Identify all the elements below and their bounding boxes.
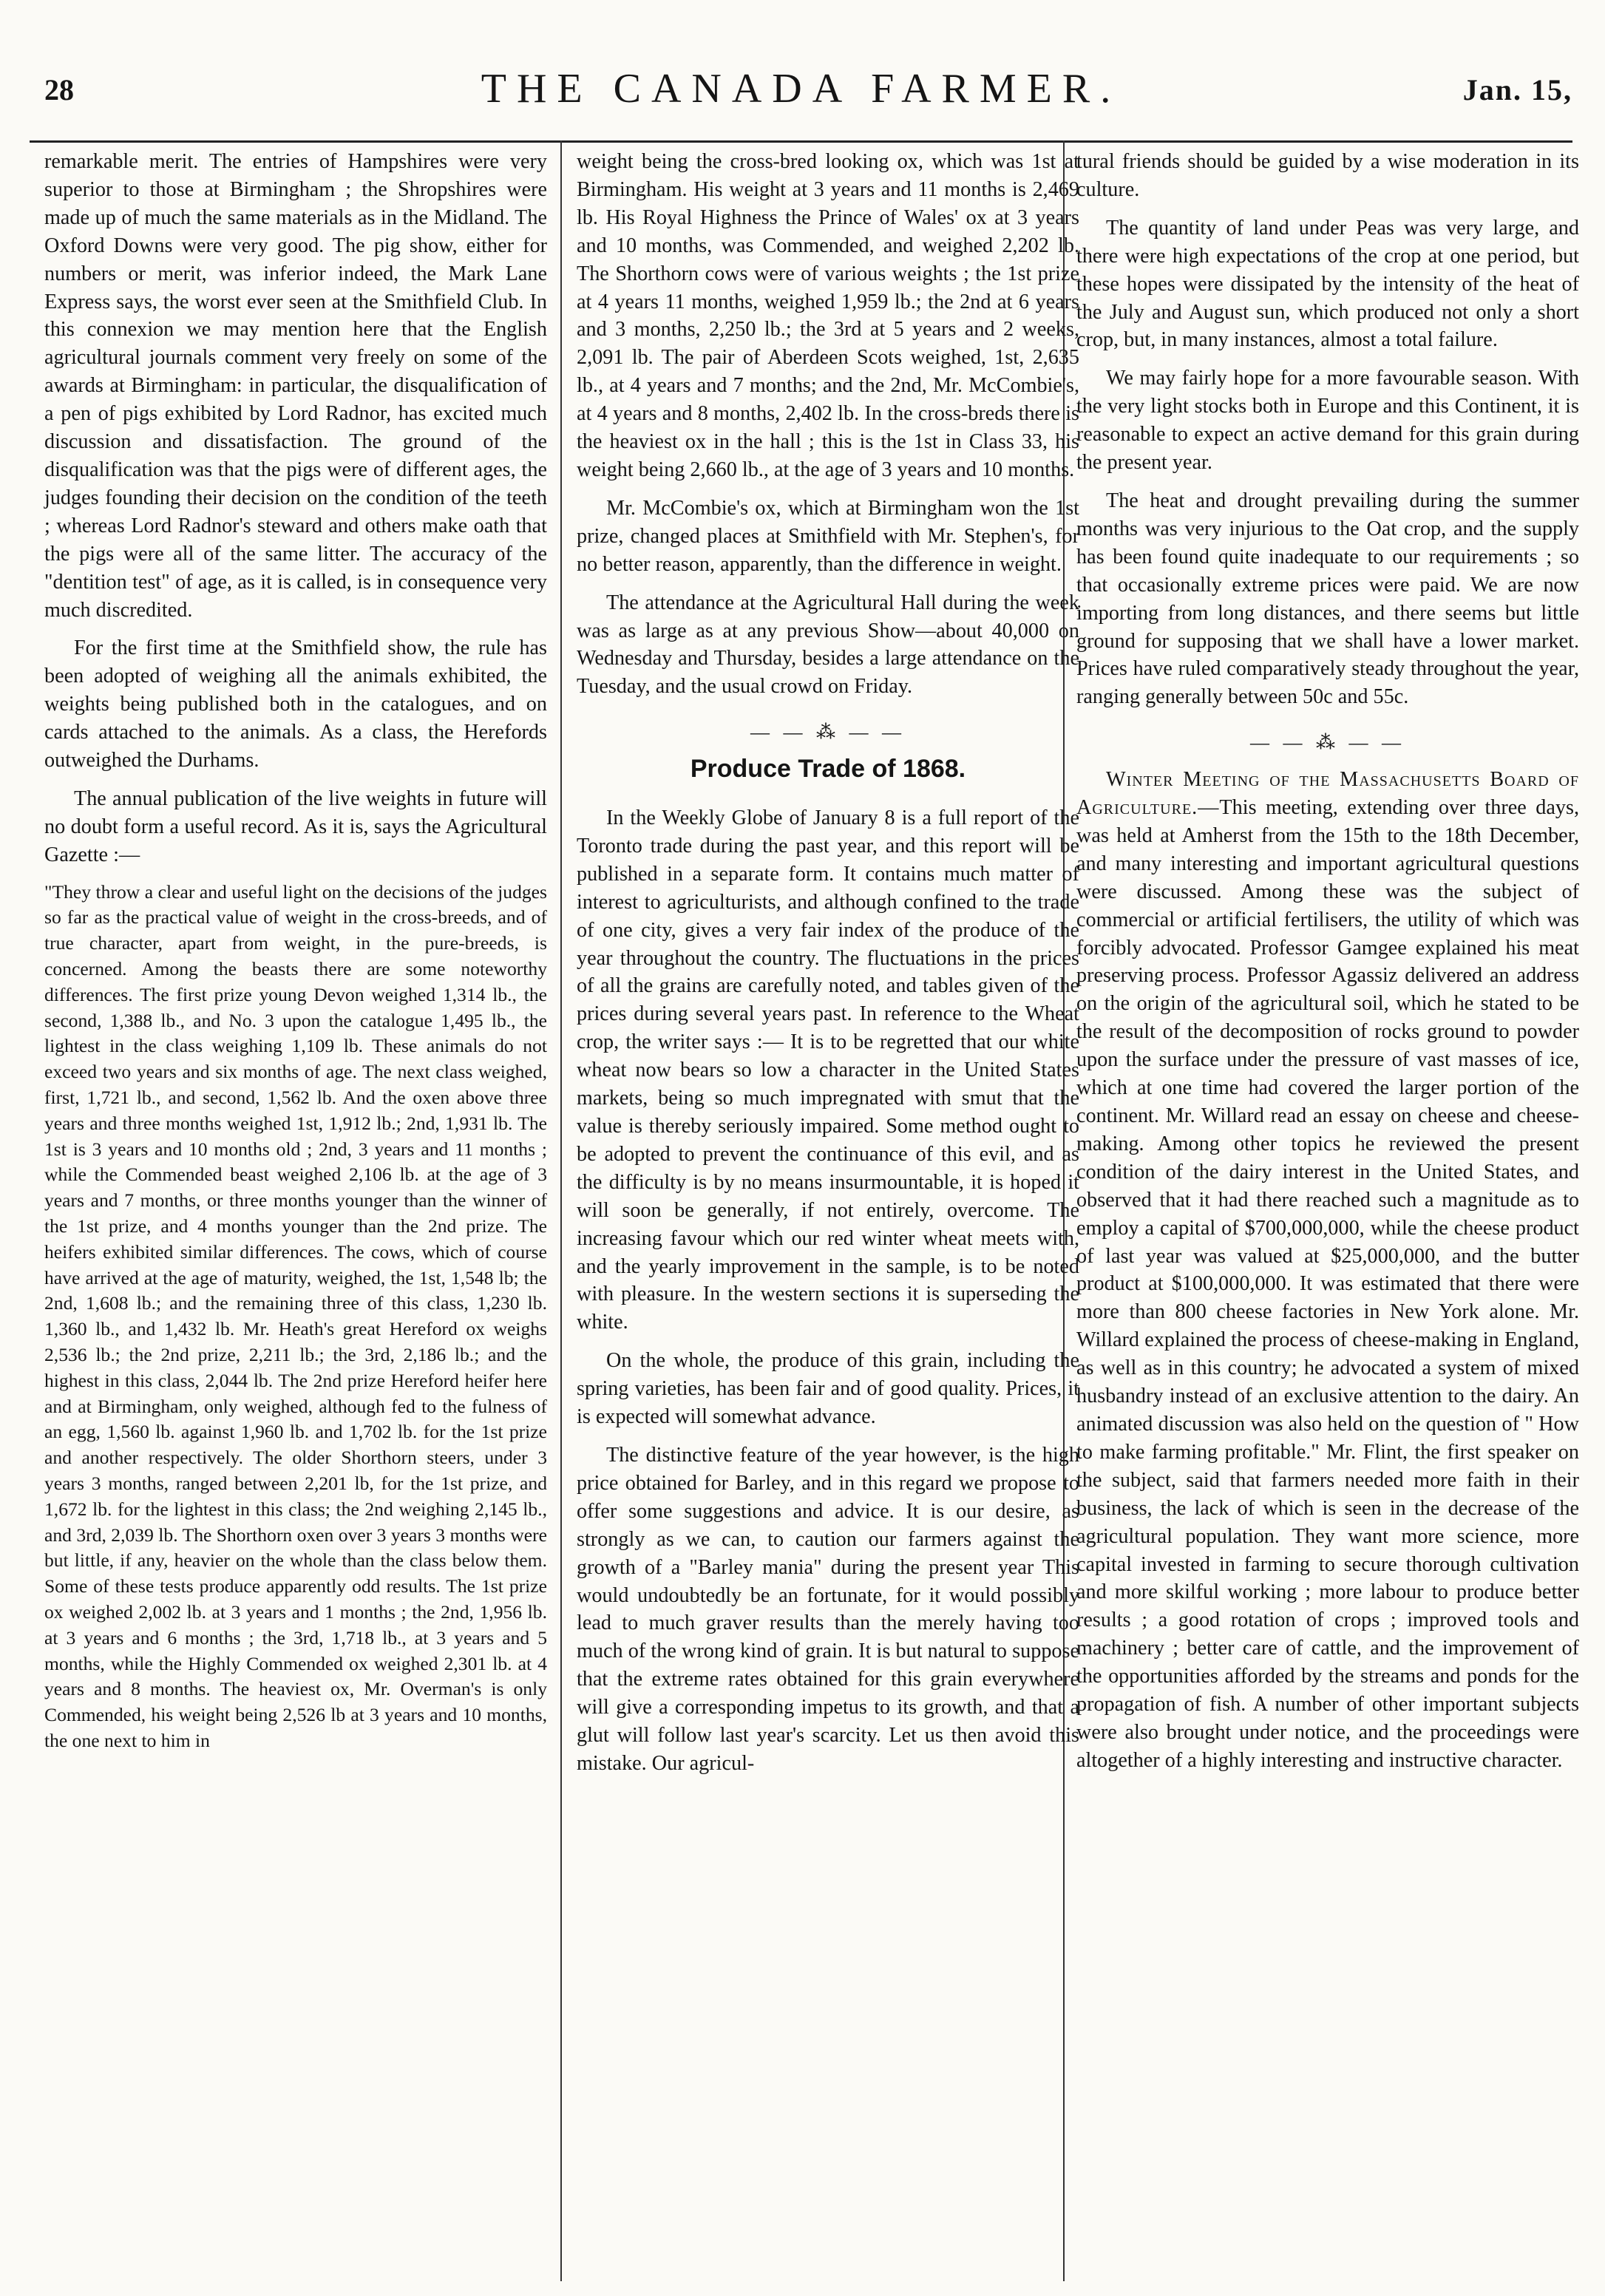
paragraph: In the Weekly Globe of January 8 is a full report of the Toronto trade during the past year, and this report will be published in a separate form. It contains much matter of interest to agriculturists, and although confined to the trade of one city, gives a very fair index of the produce of the year throughout the country. The fluctuations in the prices of all the grains are carefully noted, and tables given of the prices during several years past. In reference to the Wheat crop, the writer says :— It is to be regretted that our white wheat now bears so low a character in the United States markets, being so much impregnated with smut that the value is thereby seriously impaired. Some method ought to be adopted to prevent the continuance of this evil, and as the difficulty is by no means insurmountable, it is hoped it will soon be generally, if not entirely, overcome. The increasing favour which our red winter wheat meets with, and the yearly improvement in the sample, is to be noted with pleasure. In the western sections it is superseding the white. xyxy=(577,806,1079,1334)
section-body: This meeting, extending over three days, was held at Amherst from the 15th to the 18th December, and many interesting and important agricultural questions were discussed. Among these was the subject of commercial or artificial fertilisers, the utility of which was forcibly advocated. Professor Gamgee explained his meat preserving process. Professor Agassiz delivered an address on the origin of the agricultural soil, which he stated to be the result of the decomposition of rocks ground to powder upon the surface under the pressure of vast masses of ice, which at one time had covered the larger portion of the continent. Mr. Willard read an essay on cheese and cheese-making. Among other topics he reviewed the present condition of the dairy interest in the United States, and observed that it had there reached such a magnitude as to employ a capital of $700,000,000, while the cheese product of last year was valued at $25,000,000, and the butter product at $100,000,000. It was estimated that there were more than 800 cheese factories in New York alone. Mr. Willard explained the process of cheese-making in England, as well as in this country; he advocated a system of mixed husbandry instead of an exclusive attention to the dairy. An animated discussion was also held on the question of " How to make farming profitable." Mr. Flint, the first speaker on the subject, said that farmers needed more faith in their business, the lack of which is seen in the decrease of the agricultural population. They want more science, more capital invested in farming to secure thorough cultivation and more skilful working ; more labour to produce better results ; a good rotation of crops ; improved tools and machinery ; better care of cattle, and the improvement of the opportunities afforded by the streams and ponds for the propagation of fish. A number of other important subjects were also brought under notice, and the proceedings were altogether of a highly interesting and instructive character. xyxy=(1076,796,1579,1772)
paragraph: On the whole, the produce of this grain, including the spring varieties, has been fair and of good quality. Prices, it is expected will somewhat advance. xyxy=(577,1349,1079,1429)
paragraph: Mr. McCombie's ox, which at Birmingham won the 1st prize, changed places at Smithfield with Mr. Stephen's, for no better reason, apparently, than the difference in weight. xyxy=(577,496,1079,576)
paragraph xyxy=(1076,766,1579,1775)
page-header xyxy=(30,13,1572,112)
section-ornament: — — ⁂ — — xyxy=(1250,732,1405,754)
header-rule xyxy=(30,140,1572,143)
masthead: THE CANADA FARMER. xyxy=(481,66,1122,112)
paragraph: weight being the cross-bred looking ox, which was 1st at Birmingham. His weight at 3 years and 11 months is 2,469 lb. His Royal Highness the Prince of Wales' ox at 3 years and 10 months, was Commended, and weighed 2,202 lb. The Shorthorn cows were of various weights ; the 1st prize at 4 years 11 months, weighed 1,959 lb.; the 2nd at 6 years and 3 months, 2,250 lb.; the 3rd at 5 years and 2 weeks, 2,091 lb. The pair of Aberdeen Scots weighed, 1st, 2,635 lb., at 4 years and 7 months; and the 2nd, Mr. McCombie's, at 4 years and 8 months, 2,402 lb. In the cross-breds there is the heaviest ox in the hall ; this is the 1st in Class 33, his weight being 2,660 lb., at the age of 3 years and 10 months. xyxy=(577,150,1079,481)
paragraph: The distinctive feature of the year however, is the high price obtained for Barley, and in this regard we propose to offer some suggestions and advice. It is our desire, as strongly as we can, to caution our farmers against the growth of a "Barley mania" during the present year This would undoubtedly be an fortunate, for it would possibly lead to much graver results than the merely having too much of the wrong kind of grain. It is but natural to suppose that the extreme rates obtained for this grain everywhere will give a corresponding impetus to its growth, and that a glut will follow last year's scarcity. Let us then avoid this mistake. Our agricul- xyxy=(577,1443,1079,1775)
page-number: 28 xyxy=(44,73,74,106)
paragraph: We may fairly hope for a more favourable season. With the very light stocks both in Europe and this Continent, it is reasonable to expect an active demand for this grain during the present year. xyxy=(1076,367,1579,475)
paragraph: For the first time at the Smithfield show, the rule has been adopted of weighing all the animals exhibited, the weights being published both in the catalogues, and on cards attached to the animals. As a class, the Herefords outweighed the Durhams. xyxy=(44,636,547,772)
paragraph: tural friends should be guided by a wise moderation in its culture. xyxy=(1076,150,1579,201)
article-title: Produce Trade of 1868. xyxy=(690,755,966,784)
quoted-passage: "They throw a clear and useful light on the decisions of the judges so far as the practical value of weight in the cross-breeds, and of true character, apart from weight, in the pure-breeds, is concerned. Among the beasts there are some noteworthy differences. The first prize young Devon weighed 1,314 lb., the second, 1,388 lb., and No. 3 upon the catalogue 1,495 lb., the lightest in the class weighing 1,109 lb. These animals do not exceed two years and six months of age. The next class weighed, first, 1,721 lb., and second, 1,562 lb. And the oxen above three years and three months weighed 1st, 1,912 lb.; 2nd, 1,931 lb. The 1st is 3 years and 10 months old ; 2nd, 3 years and 11 months ; while the Commended beast weighed 2,106 lb. at the age of 3 years and 7 months, or three months younger than the winner of the 1st prize, and 4 months younger than the 2nd prize. The heifers exhibited similar differences. The cows, which of course have arrived at the age of maturity, weighed, the 1st, 1,548 lb; the 2nd, 1,608 lb.; and the remaining three of this class, 1,230 lb. 1,360 lb., and 1,432 lb. Mr. Heath's great Hereford ox weighs 2,536 lb.; the 2nd prize, 2,211 lb.; the 3rd, 2,186 lb.; and the highest in this class, 2,044 lb. The 2nd prize Hereford heifer here and at Birmingham, only weighed, although fed to the fulness of an egg, 1,560 lb. against 1,960 lb. and 1,702 lb. for the 1st prize and another respectively. The older Shorthorn steers, under 3 years 3 months, ranged between 2,201 lb, for the 1st prize, and 1,672 lb. for the lightest in this class; the 2nd weighing 2,145 lb., and 3rd, 2,039 lb. The Shorthorn oxen over 3 years 3 months were but little, if any, heavier on the whole than the class below them. Some of these tests produce apparently odd results. The 1st prize ox weighed 2,002 lb. at 3 years and 1 months ; the 2nd, 1,956 lb. at 3 years and 6 months ; the 3rd, 1,718 lb., at 3 years and 5 months, while the Highly Commended ox weighed 2,301 lb. at 4 years and 8 months. The heaviest ox, Mr. Overman's is only Commended, his weight being 2,526 lb at 3 years and 10 months, the one next to him in xyxy=(44,880,547,1751)
column-middle xyxy=(577,148,1079,1788)
column-left xyxy=(44,148,547,1765)
paragraph: remarkable merit. The entries of Hampshires were very superior to those at Birmingham ; the Shropshires were made up of much the same materials as in the Midland. The Oxford Downs were very good. The pig show, either for numbers or merit, was inferior indeed, the Mark Lane Express says, the worst ever seen at the Smithfield Club. In this connexion we may mention here that the English agricultural journals comment very freely on some of the awards at Birmingham: in particular, the disqualification of a pen of pigs exhibited by Lord Radnor, has excited much discussion and dissatisfaction. The ground of the disqualification was that the pigs were of different ages, the judges founding their decision on the condition of the teeth ; whereas Lord Radnor's steward and others make oath that the pigs were all of the same litter. The accuracy of the "dentition test" of age, as it is called, is in consequence very much discredited. xyxy=(44,150,547,622)
column-divider xyxy=(560,140,562,2281)
section-heading: Winter Meeting of the Massachusetts Board of Agriculture.— xyxy=(1076,768,1579,820)
paragraph: The attendance at the Agricultural Hall during the week was as large as at any previous Show—about 40,000 on Wednesday and Thursday, besides a large attendance on the Tuesday, and the usual crowd on Friday. xyxy=(577,591,1079,699)
section-ornament: — — ⁂ — — xyxy=(750,721,906,744)
paragraph: The heat and drought prevailing during the summer months was very injurious to the Oat crop, and the supply has been found quite inadequate to our requirements ; so that occasionally extreme prices were paid. We are now importing from long distances, and there seems but little ground for supposing that we shall have a lower market. Prices have ruled comparatively steady throughout the year, ranging generally between 50c and 55c. xyxy=(1076,489,1579,709)
issue-date: Jan. 15, xyxy=(1462,73,1572,106)
paragraph: The annual publication of the live weights in future will no doubt form a useful record. As it is, says the Agricultural Gazette :— xyxy=(44,787,547,866)
column-right xyxy=(1076,148,1579,1785)
paragraph: The quantity of land under Peas was very large, and there were high expectations of the crop at one period, but these hopes were dissipated by the intensity of the heat of the July and August sun, which produced not only a short crop, but, in many instances, almost a total failure. xyxy=(1076,216,1579,352)
